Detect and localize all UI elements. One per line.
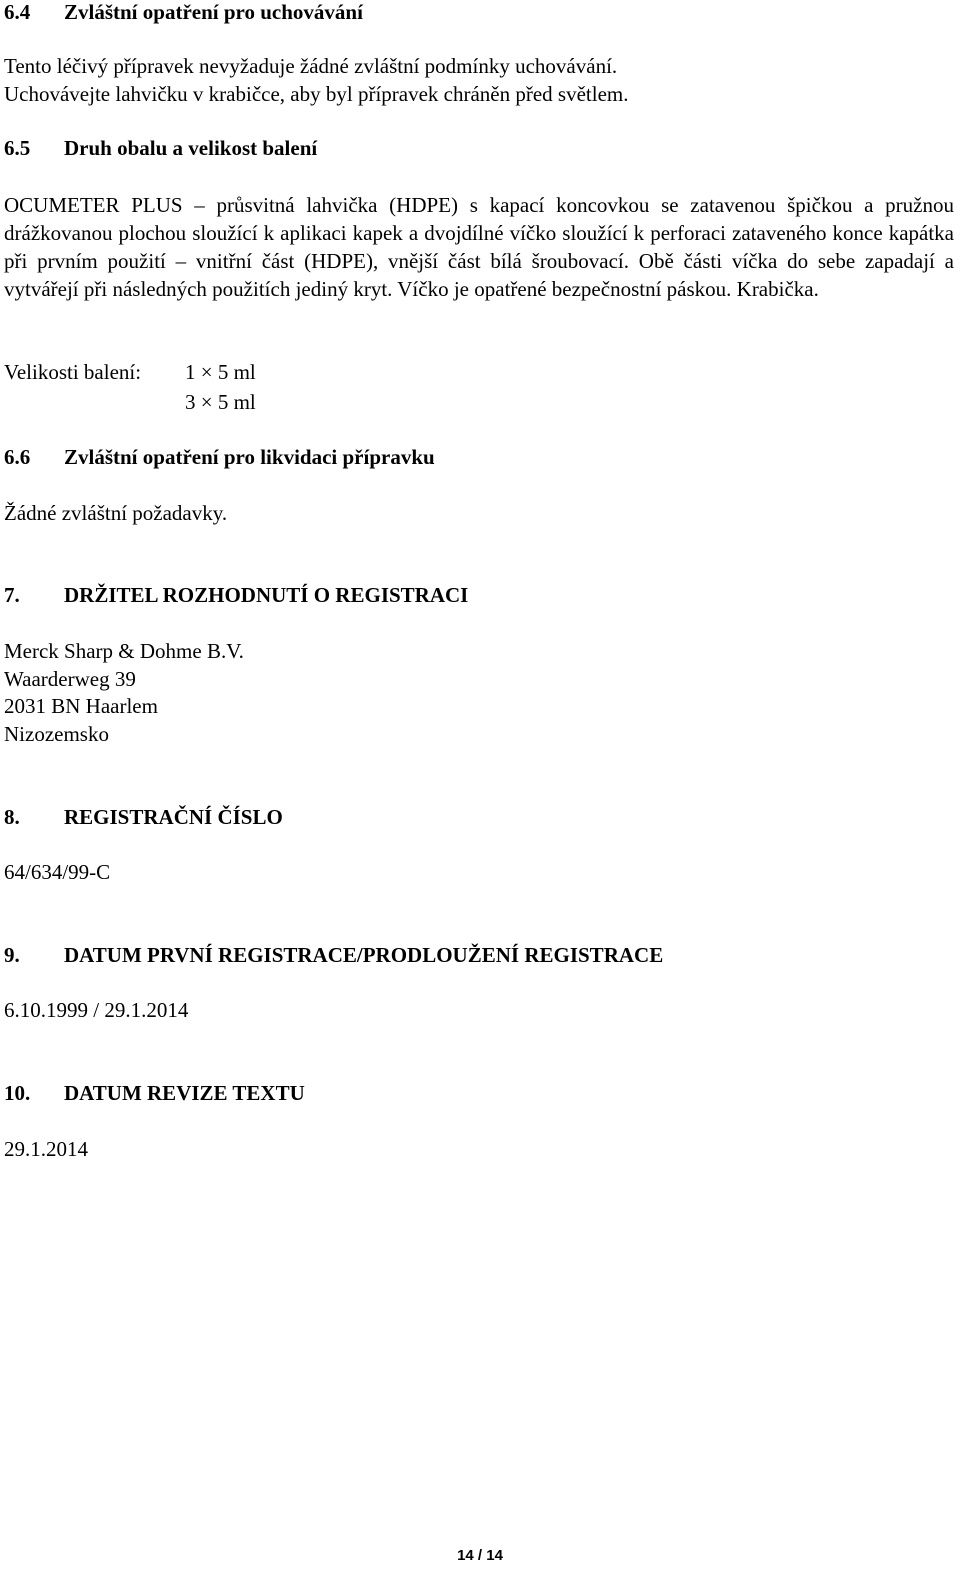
- section-number: 9.: [4, 943, 20, 967]
- section-title: DATUM REVIZE TEXTU: [64, 1081, 305, 1105]
- section-10-heading: [4, 1079, 305, 1107]
- section-title: REGISTRAČNÍ ČÍSLO: [64, 805, 283, 829]
- paragraph-line: Tento léčivý přípravek nevyžaduje žádné zvláštní podmínky uchovávání.: [4, 54, 618, 78]
- registration-number: 64/634/99-C: [4, 860, 111, 884]
- section-number: 10.: [4, 1081, 31, 1105]
- page-number: 14 / 14: [457, 1547, 503, 1564]
- section-6-5-heading: [4, 134, 317, 162]
- section-number: 6.6: [4, 445, 31, 469]
- disposal-text: Žádné zvláštní požadavky.: [4, 501, 228, 525]
- section-title: DRŽITEL ROZHODNUTÍ O REGISTRACI: [64, 583, 469, 607]
- section-title: DATUM PRVNÍ REGISTRACE/PRODLOUŽENÍ REGISTRACE: [64, 943, 664, 967]
- pack-size-label: Velikosti balení:: [4, 360, 142, 384]
- section-6-6-heading: [4, 443, 435, 471]
- section-number: 6.4: [4, 0, 31, 24]
- section-8-heading: [4, 803, 283, 831]
- package-description: OCUMETER PLUS – průsvitná lahvička (HDPE) s kapací koncovkou se zatavenou špičkou a pružnou drážkovanou plochou sloužící k aplikaci kapek a dvojdílné víčko sloužící k perforaci zataveného konce kapátka při prvním použití – vnitřní část (HDPE), vnější část bílá šroubovací. Obě části víčka do sebe zapadají a vytvářejí při následných použitích jediný kryt. Víčko je opatřené bezpečnostní páskou. Krabička.: [4, 193, 954, 301]
- holder-address-line: Merck Sharp & Dohme B.V.: [4, 639, 244, 663]
- pack-size-value: 1 × 5 ml: [185, 360, 256, 384]
- section-title: Zvláštní opatření pro likvidaci přípravku: [64, 445, 435, 469]
- section-number: 8.: [4, 805, 20, 829]
- revision-date: 29.1.2014: [4, 1137, 88, 1161]
- registration-dates: 6.10.1999 / 29.1.2014: [4, 998, 189, 1022]
- section-title: Druh obalu a velikost balení: [64, 136, 318, 160]
- holder-address-line: 2031 BN Haarlem: [4, 694, 158, 718]
- holder-address-line: Nizozemsko: [4, 722, 109, 746]
- section-title: Zvláštní opatření pro uchovávání: [64, 0, 363, 24]
- pack-size-value: 3 × 5 ml: [185, 390, 256, 414]
- section-7-heading: [4, 581, 468, 609]
- section-6-4-heading: [4, 0, 363, 26]
- section-number: 6.5: [4, 136, 31, 160]
- holder-address-line: Waarderweg 39: [4, 667, 136, 691]
- section-9-heading: [4, 941, 663, 969]
- paragraph-line: Uchovávejte lahvičku v krabičce, aby byl přípravek chráněn před světlem.: [4, 82, 629, 106]
- section-number: 7.: [4, 583, 20, 607]
